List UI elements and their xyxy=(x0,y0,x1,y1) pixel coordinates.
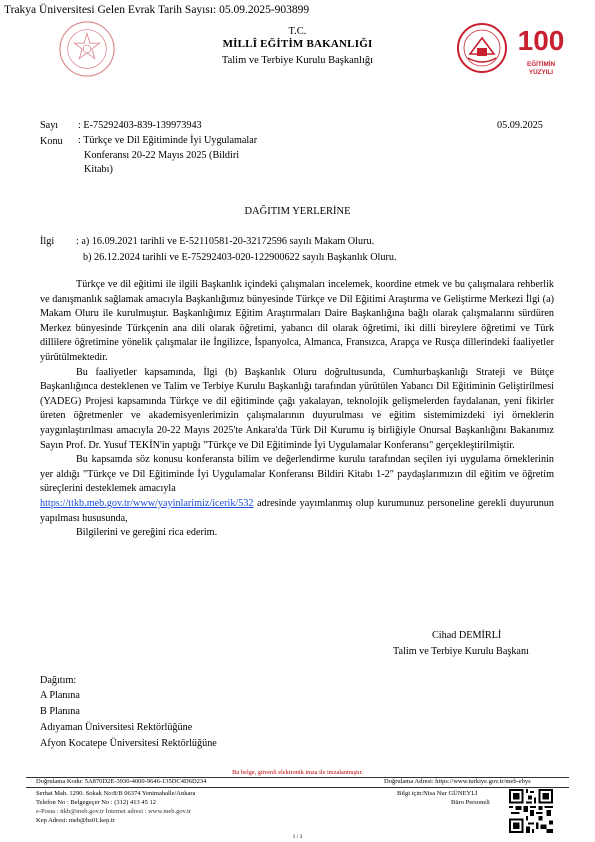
konu-line2: Konferansı 20-22 Mayıs 2025 (Bildiri xyxy=(84,150,240,161)
header-ministry: MİLLÎ EĞİTİM BAKANLIĞI xyxy=(222,38,373,50)
body-paragraph-4: Bilgilerini ve gereğini rica ederim. xyxy=(76,527,218,539)
footer-divider-bottom xyxy=(26,787,569,788)
header-board: Talim ve Terbiye Kurulu Başkanlığı xyxy=(221,55,374,66)
document-date: 05.09.2025 xyxy=(497,120,543,131)
footer-email: e-Posta : ttkb@meb.gov.tr İnternet adresi : www.meb.gov.tr xyxy=(36,808,192,815)
ilgi-label: İlgi xyxy=(40,236,55,247)
body-paragraph-3-text: Bu kapsamda söz konusu konferansta bilim ve değerlendirme kurulu tarafından seçilen iyi uygulama örneklerinin yer aldığı "Türkçe ve Dil Eğitiminde İyi Uygulamalar Konferansı Bildiri Kitabı 1-2" paydaşlarımızın dil eğitim ve öğretim süreçlerini desteklemek amacıyla xyxy=(40,454,554,495)
verification-address: Doğrulama Adresi: https://www.turkiye.gov.tr/meb-ebys xyxy=(384,778,531,785)
konu-line1: : Türkçe ve Dil Eğitiminde İyi Uygulamalar xyxy=(78,135,258,146)
konu-line3: Kitabı) xyxy=(84,164,113,175)
footer-unit: Büro Personeli xyxy=(451,799,490,806)
page-number: 1 / 3 xyxy=(292,834,303,840)
verification-code: Doğrulama Kodu: 5A870D2E-3930-4000-9646-135DC4D6D234 xyxy=(36,778,207,785)
publication-link[interactable]: https://ttkb.meb.gov.tr/www/yayinlarimiz/icerik/532 xyxy=(40,497,254,509)
distribution-label: Dağıtım: xyxy=(40,675,77,686)
distribution-item: A Planına xyxy=(40,690,80,701)
footer-contact-person: Bilgi için:Nisa Nur GÜNEYLİ xyxy=(397,790,478,797)
sayi-label: Sayı xyxy=(40,120,59,131)
sayi-value: : E-75292403-839-139973943 xyxy=(78,120,202,131)
body-paragraph-2: Bu faaliyetler kapsamında, İlgi (b) Başkanlık Oluru doğrultusunda, Cumhurbaşkanlığı Strateji ve Bütçe Başkanlığınca desteklenen ve Talim ve Terbiye Kurulu Başkanlığı tarafından yürütülen Yabancı Dil Eğitiminin Geliştirilmesi (YADEG) Projesi kapsamında Türkçe ve dil eğitiminde çağı yakalayan, teknolojik gelişmelerden faydalanan, yeni fikirler üreten öğretmenler ve akademisyenlerimizin çalışmalarının duyurulması ve eğitim sistemimizdeki iyi örneklerin yaygınlaştırılması amacıyla 20-22 Mayıs 2025'te Ankara'da Türk Dil Kurumu iş birliğiyle Onursal Başkanlığını Bakanımız Sayın Prof. Dr. Yusuf TEKİN'in yaptığı "Türkçe ve Dil Eğitiminde İyi Uygulamalar Konferansı" gerçekleştirilmiştir. xyxy=(40,366,554,451)
header-tc: T.C. xyxy=(288,26,307,37)
signer-name: Cihad DEMİRLİ xyxy=(432,630,502,641)
distribution-item: Adıyaman Üniversitesi Rektörlüğüne xyxy=(40,722,193,733)
qr-code-icon xyxy=(509,789,553,833)
body-paragraph-3-rest: adresinde yayımlanmış olup kurumunuz personeline gerekli duyurunun yapılması hususunda, xyxy=(40,497,554,524)
incoming-document-stamp: Trakya Üniversitesi Gelen Evrak Tarih Sayısı: 05.09.2025-903899 xyxy=(4,4,310,16)
body-paragraph-1: Türkçe ve dil eğitimi ile ilgili Başkanlık içindeki çalışmaları incelemek, koordine etmek ve bu çalışmalara rehberlik ve danışmanlık sağlamak amacıyla Başkanlığımız bünyesinde Türkçe ve Dil Eğitimi Araştırma ve Geliştirme Merkezi İlgi (a) Makam Oluru ile kurulmuştur. Başkanlığımız Eğitim Araştırmaları Daire Başkanlığına bağlı olarak çalışmalarını sürdüren Merkez bünyesinde Türkçenin ana dili olarak öğretimi, yabancı dil olarak öğretimi, iki dilli bireylere öğretimi ve Türk dillilere öğretimine yönelik çalışmalar ile İngilizce, İspanyolca, Almanca, Fransızca, Arapça ve Rusça dillerindeki faaliyetler yürütülmektedir. xyxy=(40,279,554,363)
e-signature-notice: Bu belge, güvenli elektronik imza ile imzalanmıştır. xyxy=(232,769,363,776)
signer-title: Talim ve Terbiye Kurulu Başkanı xyxy=(393,646,529,657)
century-logo-line2: YÜZYILI xyxy=(528,69,554,76)
letter-body xyxy=(40,278,554,541)
recipient-title: DAĞITIM YERLERİNE xyxy=(244,206,351,217)
family-year-logo xyxy=(456,22,508,74)
century-100-icon xyxy=(516,22,566,56)
distribution-item: B Planına xyxy=(40,706,80,717)
footer-phone: Telefon No : Belgegeçer No : (312) 413 45 12 xyxy=(36,799,156,806)
distribution-item: Afyon Kocatepe Üniversitesi Rektörlüğüne xyxy=(40,738,217,749)
ilgi-a: : a) 16.09.2021 tarihli ve E-52110581-20-32172596 sayılı Makam Oluru. xyxy=(76,236,375,247)
education-century-logo xyxy=(516,22,566,78)
body-paragraph-3 xyxy=(40,453,554,526)
svg-text:100: 100 xyxy=(517,25,565,56)
konu-label: Konu xyxy=(40,136,63,147)
footer-kep: Kep Adresi: meb@hs01.kep.tr xyxy=(36,817,115,824)
ilgi-b: b) 26.12.2024 tarihli ve E-75292403-020-122900622 sayılı Başkanlık Oluru. xyxy=(83,252,397,263)
century-logo-line1: EĞİTİMİN xyxy=(527,61,555,68)
footer-address: Serhat Mah. 1290. Sokak No:8/B 06374 Yenimahalle/Ankara xyxy=(36,790,196,797)
